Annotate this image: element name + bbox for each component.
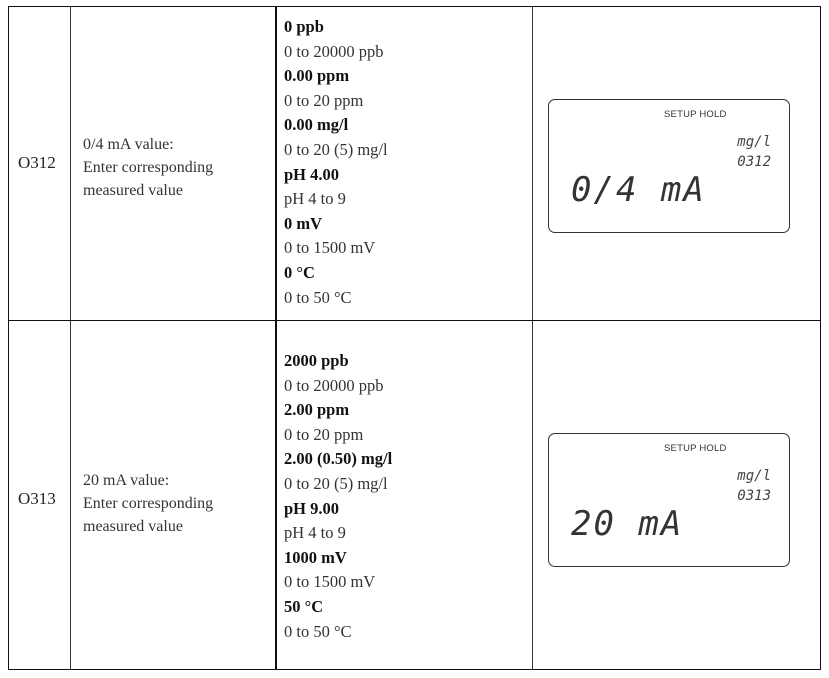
column-divider [275,7,277,321]
column-divider [70,7,71,321]
value-range: pH 4 to 9 [284,189,346,209]
default-value: 0 °C [284,262,315,282]
column-divider [820,321,821,669]
lcd-status: SETUP HOLD [664,443,727,454]
default-value: 0 mV [284,213,323,233]
lcd-unit: mg/l [737,134,771,150]
value-list [284,15,388,310]
column-divider [820,7,821,321]
description-line: Enter corresponding [83,159,214,176]
lcd-display [548,99,790,233]
description-line: 20 mA value: [83,472,170,489]
default-value: 0 ppb [284,17,324,36]
lcd-main-value: 20 mA [571,504,684,544]
description-line: measured value [83,518,183,535]
default-value: 50 °C [284,596,324,616]
value-range: pH 4 to 9 [284,523,346,543]
column-divider [8,7,9,321]
column-divider [532,7,533,321]
default-value: 2.00 ppm [284,400,350,420]
settings-table [8,6,821,670]
value-range: 0 to 20 ppm [284,90,364,110]
value-range: 0 to 20 (5) mg/l [284,473,388,493]
default-value: 0.00 ppm [284,66,350,86]
value-range: 0 to 20000 ppb [284,375,384,395]
lcd-status: SETUP HOLD [664,109,727,120]
column-divider [532,321,533,669]
lcd-display [548,433,790,567]
table-row [8,320,821,670]
column-divider [70,321,71,669]
default-value: 2.00 (0.50) mg/l [284,449,393,469]
value-range: 0 to 50 °C [284,287,352,307]
column-divider [275,321,277,669]
lcd-main-value: 0/4 mA [571,170,706,210]
default-value: 2000 ppb [284,351,349,370]
description-line: 0/4 mA value: [83,136,174,153]
lcd-unit: mg/l [737,468,771,484]
value-range: 0 to 20000 ppb [284,41,384,61]
default-value: 0.00 mg/l [284,115,349,135]
default-value: pH 9.00 [284,498,340,518]
description-line: measured value [83,182,183,199]
default-value: pH 4.00 [284,164,340,184]
value-range: 0 to 20 (5) mg/l [284,139,388,159]
function-code: O313 [18,489,56,508]
function-description [83,469,213,538]
value-list [284,349,392,644]
lcd-code: 0312 [737,154,771,170]
column-divider [8,321,9,669]
value-range: 0 to 50 °C [284,621,352,641]
function-description [83,133,213,202]
description-line: Enter corresponding [83,495,214,512]
value-range: 0 to 20 ppm [284,424,364,444]
lcd-code: 0313 [737,488,771,504]
value-range: 0 to 1500 mV [284,572,376,592]
value-range: 0 to 1500 mV [284,238,376,258]
table-row [8,6,821,321]
function-code: O312 [18,153,56,172]
default-value: 1000 mV [284,547,347,567]
